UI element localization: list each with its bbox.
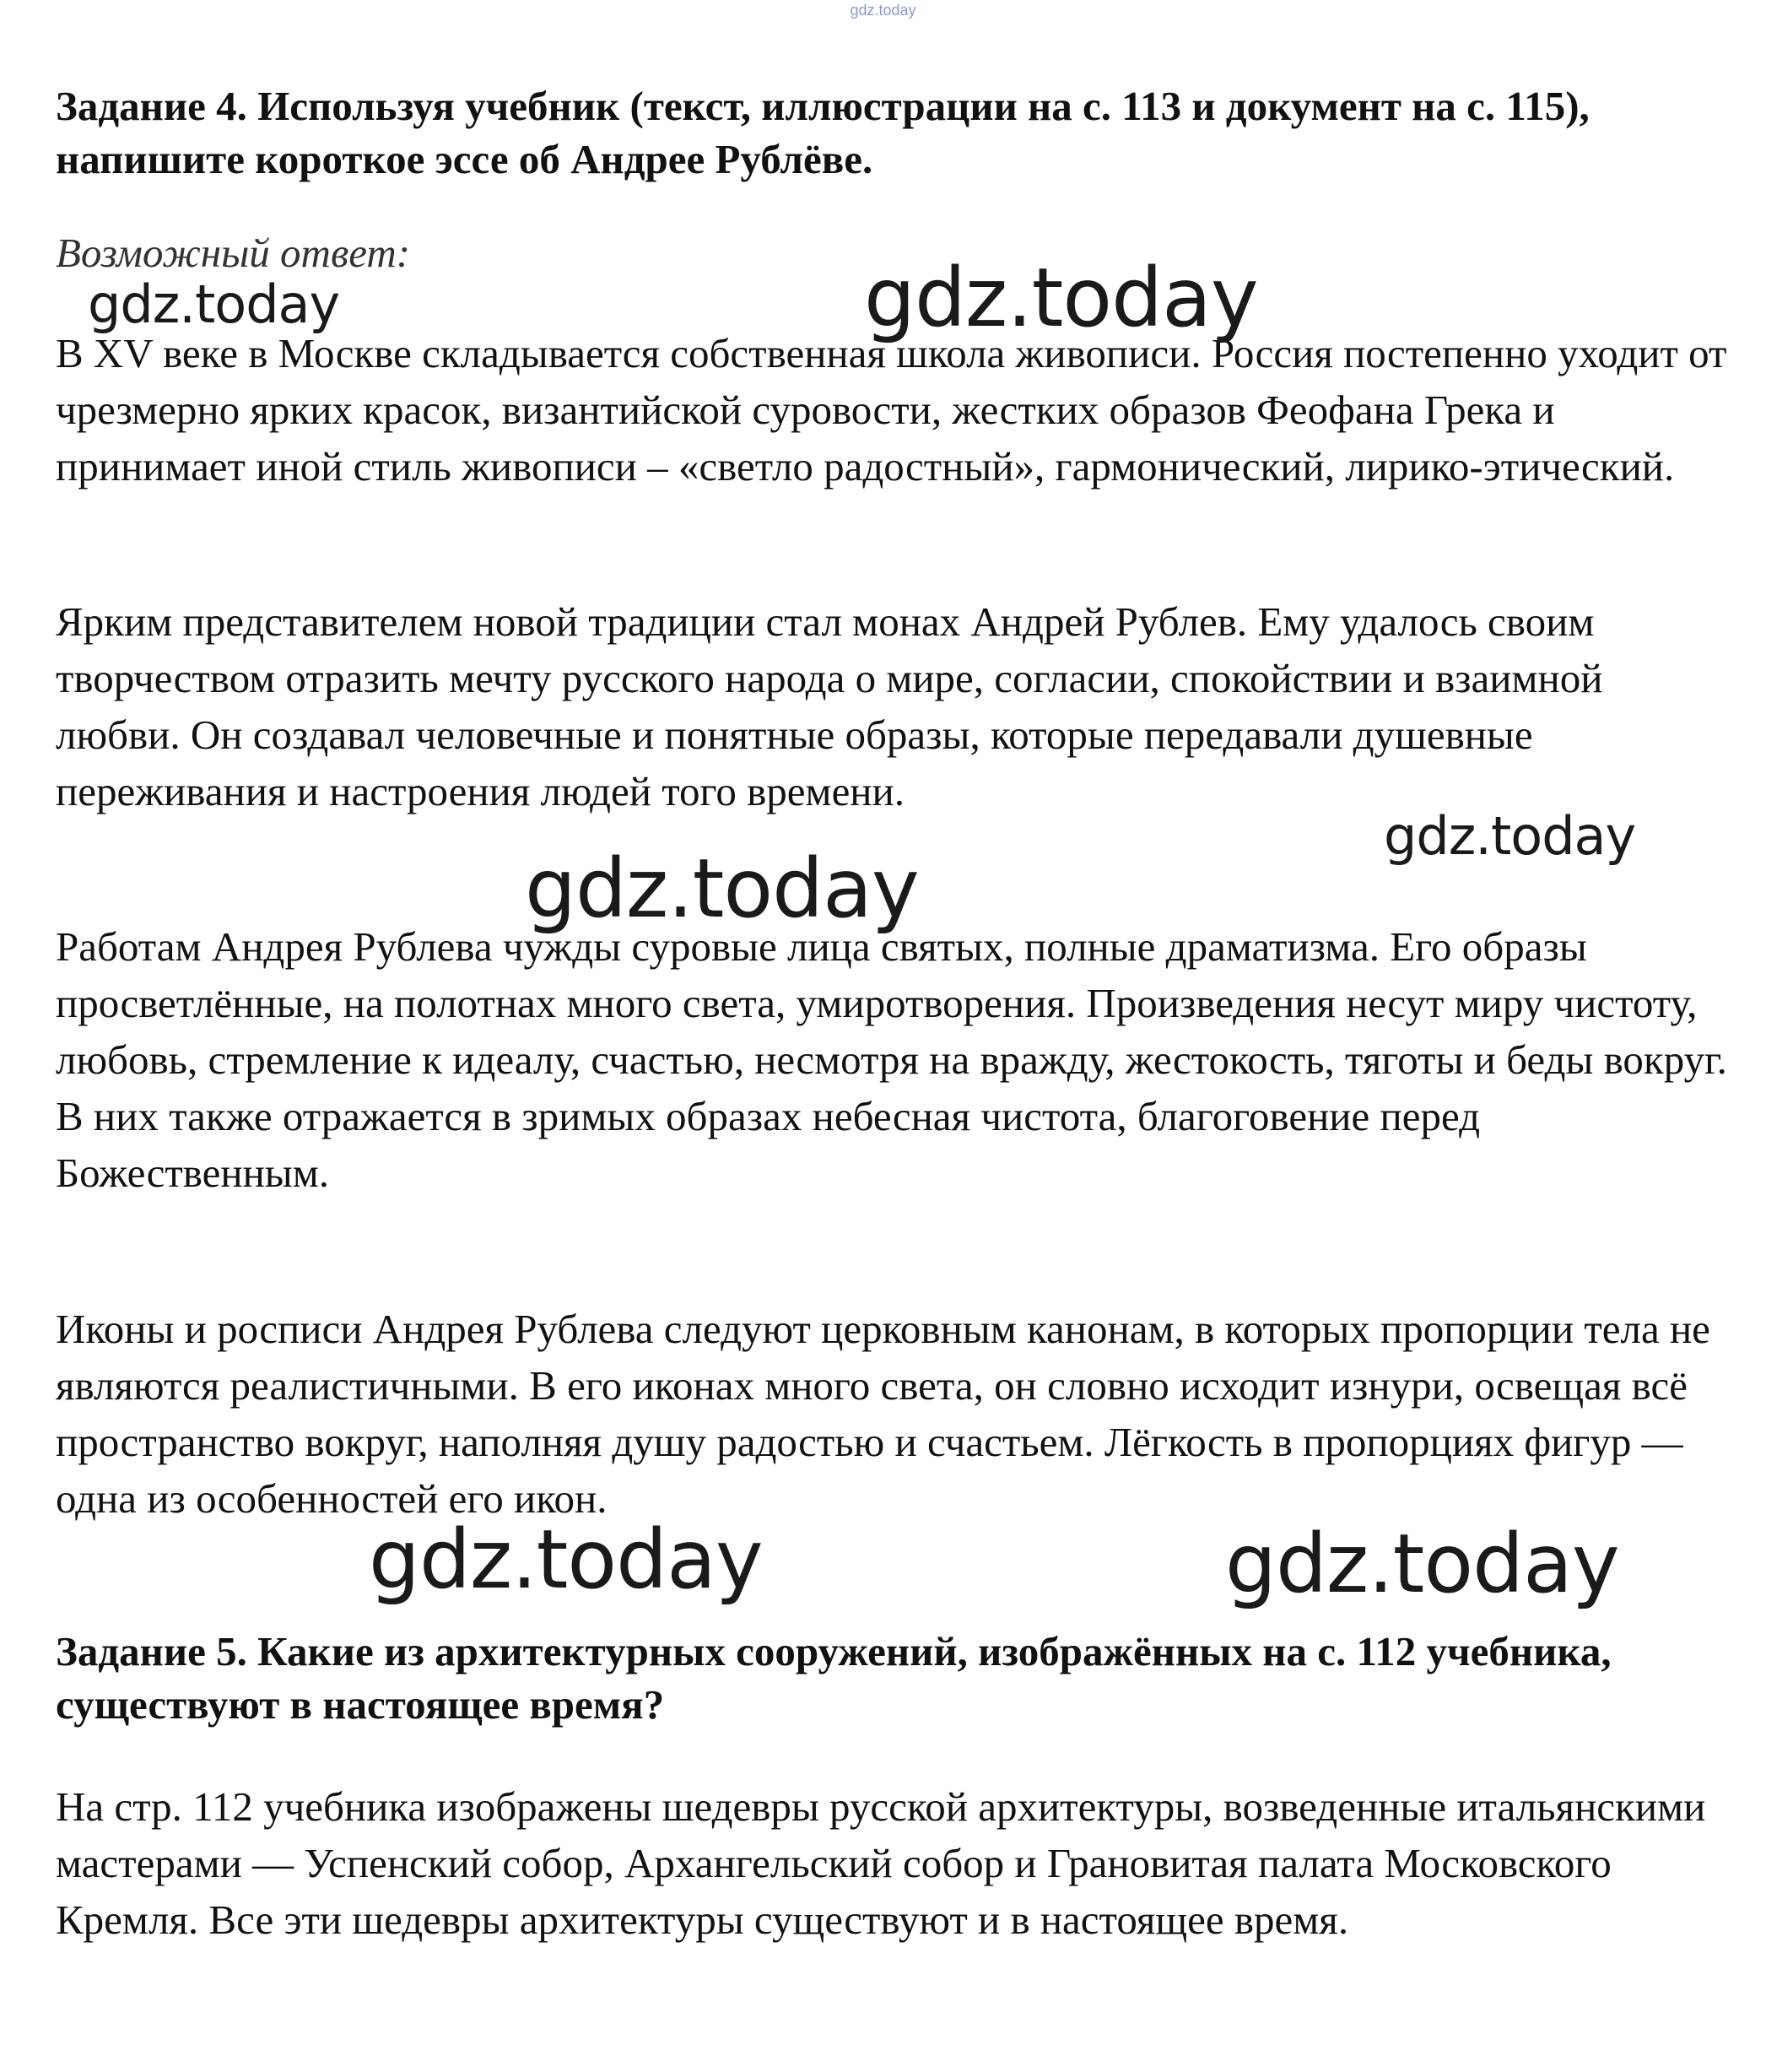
watermark: gdz.today <box>1225 1517 1619 1611</box>
watermark: gdz.today <box>369 1512 763 1607</box>
watermark: gdz.today <box>88 273 340 335</box>
top-watermark: gdz.today <box>850 2 916 19</box>
task4-paragraph-2: Ярким представителем новой традиции стал монах Андрей Рублев. Ему удалось своим творчеством отразить мечту русского народа о мире, согласии, спокойствии и взаимной любви. Он создавал человечные и понятные образы, которые передавали душевные переживания и настроения людей того времени. <box>56 598 1603 814</box>
task5-paragraph-1: На стр. 112 учебника изображены шедевры русской архитектуры, возведенные итальянскими мастерами — Успенский собор, Архангельский собор и Грановитая палата Московского Кремля. Все эти шедевры архитектуры существуют и в настоящее время. <box>56 1783 1706 1943</box>
task4-heading: Задание 4. Используя учебник (текст, иллюстрации на с. 113 и документ на с. 115), напишите короткое эссе об Андрее Рублёве. <box>56 83 1590 182</box>
watermark: gdz.today <box>864 251 1258 345</box>
task4-paragraph-3: Работам Андрея Рублева чужды суровые лица святых, полные драматизма. Его образы просветлённые, на полотнах много света, умиротворения. Произведения несут миру чистоту, любовь, стремление к идеалу, счастью, несмотря на вражду, жестокость, тяготы и беды вокруг. В них также отражается в зримых образах небесная чистота, благоговение перед Божественным. <box>56 923 1727 1196</box>
watermark: gdz.today <box>525 841 919 936</box>
task4-paragraph-4: Иконы и росписи Андрея Рублева следуют церковным канонам, в которых пропорции тела не являются реалистичными. В его иконах много света, он словно исходит изнури, освещая всё пространство вокруг, наполняя душу радостью и счастьем. Лёгкость в пропорциях фигур — одна из особенностей его икон. <box>56 1306 1710 1522</box>
watermark: gdz.today <box>1384 805 1636 867</box>
task4-paragraph-1: В XV веке в Москве складывается собственная школа живописи. Россия постепенно уходит от чрезмерно ярких красок, византийской суровости, жестких образов Феофана Грека и принимает иной стиль живописи – «светло радостный», гармонический, лирико-этический. <box>56 330 1727 490</box>
task5-heading: Задание 5. Какие из архитектурных сооружений, изображённых на с. 112 учебника, существуют в настоящее время? <box>56 1628 1612 1728</box>
answer-label: Возможный ответ: <box>56 230 411 276</box>
